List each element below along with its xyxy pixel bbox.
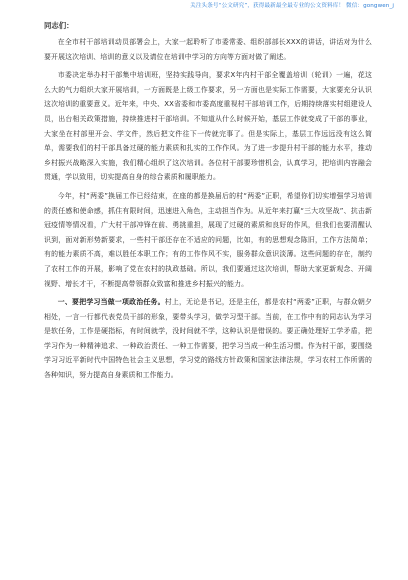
header-banner: 关注头条号“公文研究”，获得最新最全最专业的公文资料库！ 微信：gongwen_j — [190, 3, 394, 9]
paragraph-2: 市委决定举办村干部集中培训班，坚持实践导向，要求X年内村干部全覆盖培训（轮训）一遍，花这么大的气力组织大家开展培训，一方面既是上级工作要求，另一方面也是实际工作需要，大家要充分认识这次培训的重要意义。近年来，中央、XX省委和市委高度重视村干部培训工作，后期持续落实村组建设人员，出台相关政策措施，持续推进村干部培训。不知道从什么时候开始，基层工作就变成了干部的事业，大家坐在村部里开会、学文件，然后把文件往下一传就完事了。但是实际上，基层工作远远没有这么简单，需要我们的村干部具备过硬的能力素质和扎实的工作作风。为了进一步提升村干部的能力水平，推动乡村振兴战略深入实施，我们精心组织了这次培训。各位村干部要珍惜机会，认真学习，把培训内容融会贯通，学以致用，切实提高自身的综合素质和履职能力。 — [44, 71, 372, 182]
paragraph-4 — [44, 295, 372, 383]
paragraph-4-text: 村上，无论是书记，还是主任，都是农村“两委”正职，与群众朝夕相处，一言一行都代表党员干部的形象，要带头学习，做学习型干部。当前，在工作中有的同志认为学习是软任务，工作是硬指标，有时间就学，没时间就不学，这种认识是错误的。要正确处理好工学矛盾，把学习作为一种精神追求、一种政治责任、一种工作需要，把学习当成一种生活习惯。作为村干部，要围绕学习习近平新时代中国特色社会主义思想，学习党的路线方针政策和国家法律法规，学习农村工作所需的各种知识，努力提高自身素质和工作能力。 — [44, 298, 373, 380]
greeting: 同志们： — [44, 21, 74, 30]
document-page — [44, 18, 372, 387]
paragraph-3: 今年，村“两委”换届工作已经结束，在座的都是换届后的村“两委”正职，希望你们切实增强学习培训的责任感和使命感，抓住有限时间，迅速进入角色，主动担当作为。从近年来打赢“三大攻坚战”、抗击新冠疫情等情况看，广大村干部冲锋在前、勇挑重担，展现了过硬的素质和良好的作风，但我们也要清醒认识到，面对新形势新要求，一些村干部还存在不适应的问题，比如，有的思想观念陈旧，工作方法简单；有的能力素质不高，难以胜任本职工作；有的工作作风不实，服务群众意识淡薄。这些问题的存在，制约了农村工作的开展，影响了党在农村的执政基础。所以，我们要通过这次培训，帮助大家更新观念、开阔视野、增长才干，不断提高带领群众致富和推进乡村振兴的能力。 — [44, 191, 372, 288]
section-heading: 一、要把学习当做一项政治任务。 — [57, 298, 165, 307]
paragraph-1: 在全市村干部培训动员部署会上，大家一起聆听了市委常委、组织部部长XXX的讲话，讲话对为什么要开展这次培训、培训的意义以及请位在培训中学习的方向等方面对做了阐述。 — [44, 38, 372, 61]
